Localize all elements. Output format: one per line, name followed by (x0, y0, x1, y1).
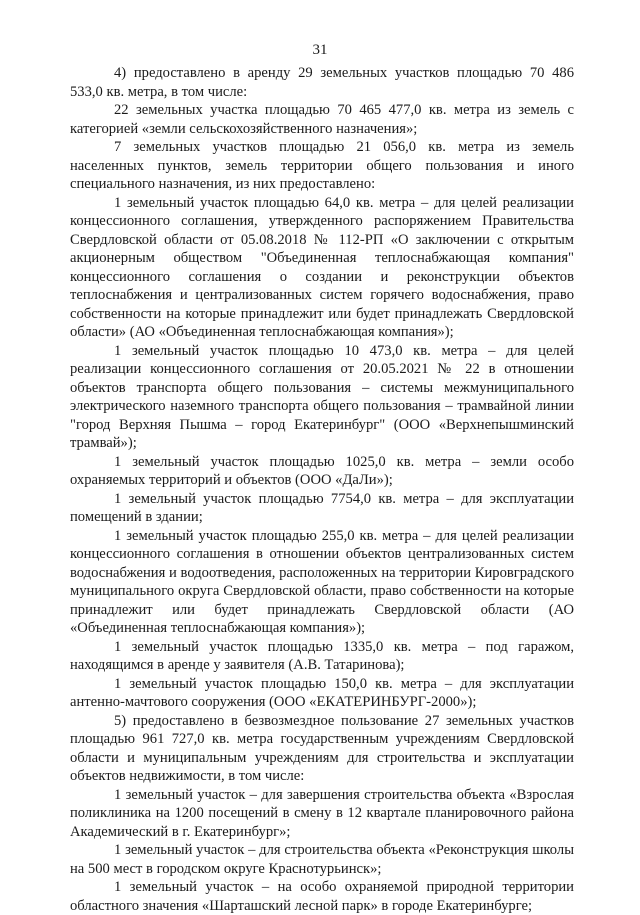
page-number: 31 (312, 42, 328, 58)
paragraph: 1 земельный участок – на особо охраняемой природной территории областного значения «Шарташский лесной парк» в городе Екатеринбурге; (70, 879, 574, 914)
paragraph: 1 земельный участок площадью 150,0 кв. метра – для эксплуатации антенно-мачтового сооружения (ООО «ЕКАТЕРИНБУРГ-2000»); (70, 675, 574, 710)
paragraph: 1 земельный участок площадью 7754,0 кв. метра – для эксплуатации помещений в здании; (70, 490, 574, 525)
paragraph: 22 земельных участка площадью 70 465 477,0 кв. метра из земель с категорией «земли сельскохозяйственного назначения»; (70, 102, 574, 137)
paragraph: 1 земельный участок площадью 64,0 кв. метра – для целей реализации концессионного соглашения, утвержденного распоряжением Правительства Свердловской области от 05.08.2018 № 112-РП «О заключении с открытым акционерным обществом "Объединенная теплоснабжающая компания" концессионного соглашения о создании и реконструкции объектов теплоснабжения и централизованных систем горячего водоснабжения, право собственности на которые принадлежит или будет принадлежать Свердловской области» (АО «Объединенная теплоснабжающая компания»); (70, 194, 574, 340)
paragraph: 1 земельный участок площадью 1335,0 кв. метра – под гаражом, находящимся в аренде у заявителя (А.В. Татаринова); (70, 638, 574, 673)
paragraph: 1 земельный участок – для строительства объекта «Реконструкция школы на 500 мест в городском округе Краснотурьинск»; (70, 842, 574, 877)
paragraph: 1 земельный участок площадью 255,0 кв. метра – для целей реализации концессионного соглашения в отношении объектов централизованных систем водоснабжения и водоотведения, расположенных на территории Кировградского муниципального округа Свердловской области, право собственности на которые принадлежит или будет принадлежать Свердловской области (АО «Объединенная теплоснабжающая компания»); (70, 527, 574, 636)
paragraph: 5) предоставлено в безвозмездное пользование 27 земельных участков площадью 961 727,0 кв. метра государственным учреждениям Свердловской области и муниципальным учреждениям для строительства и эксплуатации объектов недвижимости, в том числе: (70, 712, 574, 784)
document-body (70, 64, 574, 915)
paragraph: 4) предоставлено в аренду 29 земельных участков площадью 70 486 533,0 кв. метра, в том числе: (70, 65, 574, 100)
paragraph: 1 земельный участок площадью 10 473,0 кв. метра – для целей реализации концессионного соглашения от 20.05.2021 № 22 в отношении объектов транспорта общего пользования – системы межмуниципального электрического наземного транспорта общего пользования – трамвайной линии "город Верхняя Пышма – город Екатеринбург" (ООО «Верхнепышминский трамвай»); (70, 342, 574, 451)
paragraph: 1 земельный участок площадью 1025,0 кв. метра – земли особо охраняемых территорий и объектов (ООО «ДаЛи»); (70, 453, 574, 488)
paragraph: 7 земельных участков площадью 21 056,0 кв. метра из земель населенных пунктов, земель территории общего пользования и иного специального назначения, из них предоставлено: (70, 139, 574, 192)
paragraph: 1 земельный участок – для завершения строительства объекта «Взрослая поликлиника на 1200 посещений в смену в 12 квартале планировочного района Академический в г. Екатеринбург»; (70, 786, 574, 840)
